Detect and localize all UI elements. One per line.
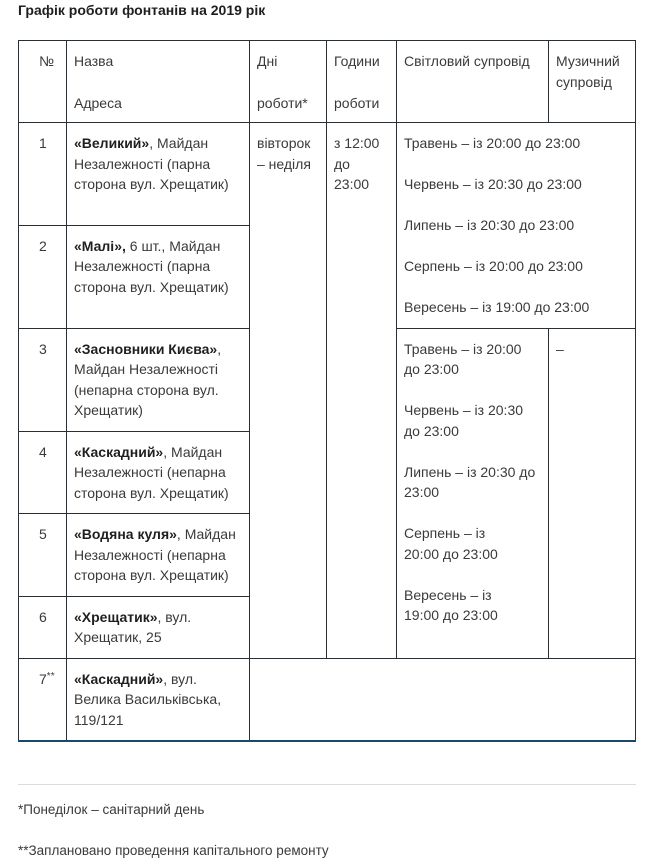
light-schedule-b <box>397 328 549 658</box>
light-b-july: Липень – із 20:30 до 23:00 <box>404 463 536 500</box>
light-schedule-a <box>397 123 636 329</box>
header-hours <box>327 41 397 123</box>
fountain-address: , Майдан Незалежності (парна сторона вул. Хрещатик) <box>74 135 229 192</box>
fountain-address: , Майдан Незалежності (непарна сторона вул. Хрещатик) <box>74 443 229 501</box>
light-a-august: Серпень – із 20:00 до 23:00 <box>404 258 583 274</box>
table-header-row <box>19 41 636 123</box>
row-number: 5 <box>19 514 67 597</box>
hours-from: з 12:00 <box>334 135 380 151</box>
fountain-address: , Майдан Незалежності (непарна сторона вул. Хрещатик) <box>74 526 236 583</box>
footnote-mark: ** <box>46 670 55 682</box>
header-light: Світловий супровід <box>397 41 549 123</box>
header-music: Музичний супровід <box>549 41 636 123</box>
row-name-address <box>67 225 250 328</box>
light-b-september: Вересень – із 19:00 до 23:00 <box>404 586 498 623</box>
fountain-name: «Каскадний» <box>74 670 164 687</box>
fountain-schedule-table <box>18 40 636 742</box>
fountain-name: «Засновники Києва» <box>74 340 218 357</box>
row-name-address <box>67 514 250 597</box>
light-b-may: Травень – із 20:00 до 23:00 <box>404 340 522 377</box>
row-number: 1 <box>19 123 67 226</box>
table-bottom-rule <box>18 784 636 785</box>
fountain-address: , вул. Хрещатик, 25 <box>74 608 192 645</box>
header-days-line2: роботи* <box>257 94 308 111</box>
fountain-name: «Водяна куля» <box>74 526 177 542</box>
page-title: Графік роботи фонтанів на 2019 рік <box>18 2 266 18</box>
fountain-name: «Великий» <box>74 135 150 151</box>
fountain-address: , вул. Велика Васильківська, 119/121 <box>74 670 222 728</box>
row-number: 4 <box>19 431 67 514</box>
light-a-september: Вересень – із 19:00 до 23:00 <box>404 299 590 315</box>
header-address: Адреса <box>74 94 122 111</box>
row-number: 3 <box>19 328 67 431</box>
light-a-june: Червень – із 20:30 до 23:00 <box>404 176 582 192</box>
days-text: вівторок – неділя <box>257 135 311 172</box>
fountain-name: «Малі», <box>74 237 126 254</box>
row-number: 2 <box>19 225 67 328</box>
fountain-name: «Хрещатик» <box>74 608 158 625</box>
music-schedule-b: – <box>549 328 636 658</box>
row-number: 7** <box>19 658 67 741</box>
header-hours-line2: роботи <box>334 94 380 111</box>
hours-cell <box>327 123 397 659</box>
row-name-address <box>67 431 250 514</box>
header-days-line1: Дні <box>257 53 278 69</box>
days-cell <box>250 123 327 659</box>
row-name-address <box>67 658 250 741</box>
fountain-address: , Майдан Незалежності (непарна сторона вул. Хрещатик) <box>74 340 222 418</box>
fountain-address: 6 шт., Майдан Незалежності (парна сторона вул. Хрещатик) <box>74 237 229 295</box>
row-name-address <box>67 123 250 226</box>
light-a-july: Липень – із 20:30 до 23:00 <box>404 217 575 233</box>
header-name: Назва <box>74 53 114 69</box>
light-a-may: Травень – із 20:00 до 23:00 <box>404 135 581 151</box>
header-days <box>250 41 327 123</box>
row-name-address <box>67 596 250 658</box>
hours-to: до 23:00 <box>334 155 370 192</box>
row-number: 6 <box>19 596 67 658</box>
row-name-address <box>67 328 250 431</box>
footnote-repair: **Заплановано проведення капітального ремонту <box>18 843 329 858</box>
empty-merged-cell <box>250 658 636 741</box>
header-name-address <box>67 41 250 123</box>
header-number: № <box>19 41 67 123</box>
header-hours-line1: Години <box>334 53 380 69</box>
table-row <box>19 123 636 226</box>
light-b-august: Серпень – із 20:00 до 23:00 <box>404 525 498 562</box>
table-row <box>19 658 636 741</box>
light-b-june: Червень – із 20:30 до 23:00 <box>404 402 524 439</box>
footnote-monday: *Понеділок – санітарний день <box>18 802 205 817</box>
fountain-name: «Каскадний» <box>74 443 164 460</box>
